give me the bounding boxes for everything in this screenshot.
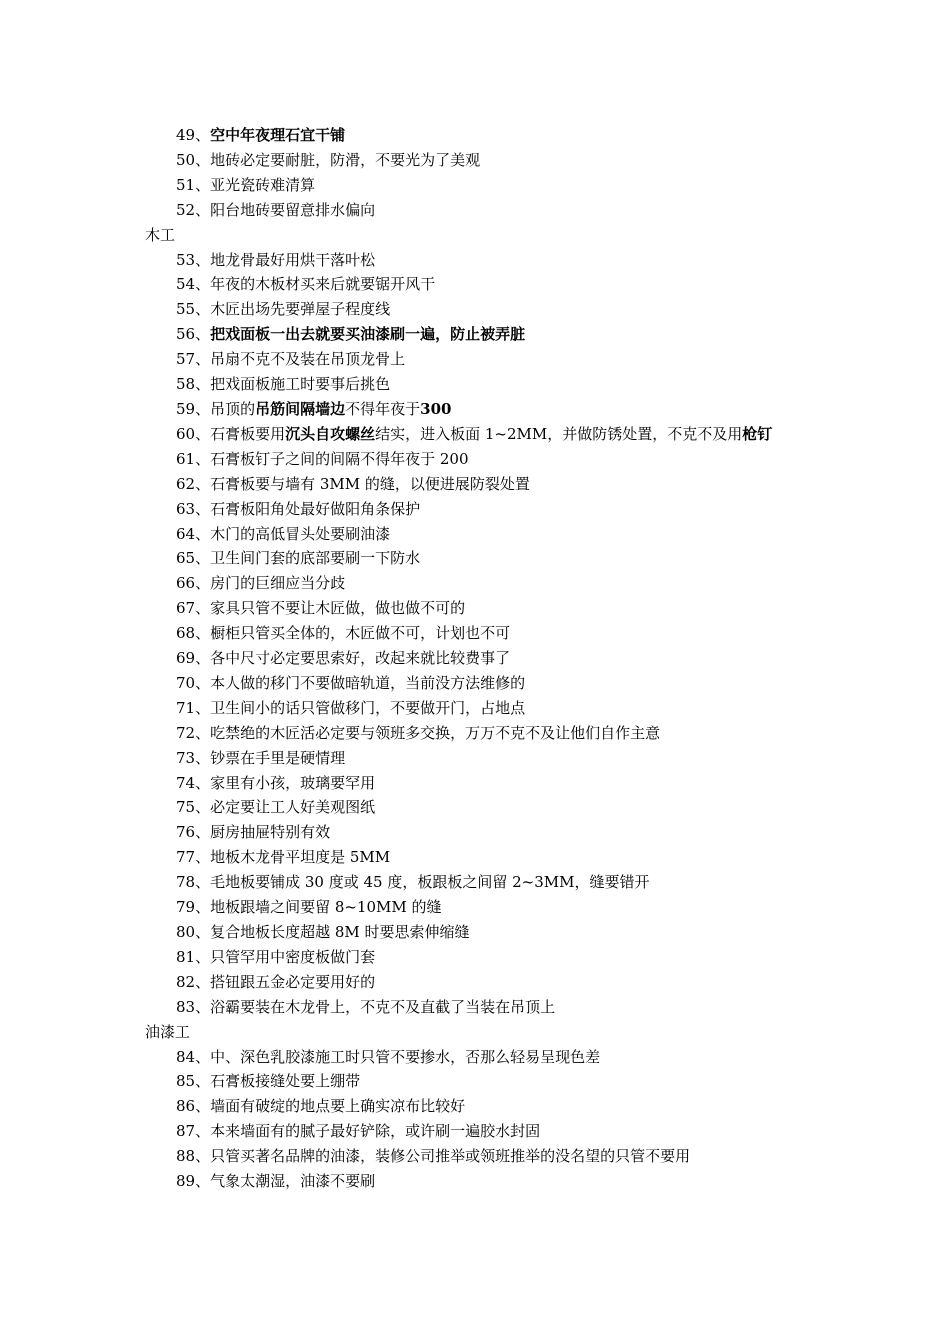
item-text: 房门的巨细应当分歧: [210, 574, 346, 593]
item-number: 75、: [176, 798, 211, 817]
item-text: 墙面有破绽的地点要上确实凉布比较好: [210, 1097, 466, 1116]
item-number: 65、: [176, 549, 211, 568]
item-text: 地板木龙骨平坦度是 5MM: [210, 848, 391, 867]
list-item: [145, 646, 815, 671]
item-text: 厨房抽屉特别有效: [210, 823, 331, 842]
item-text: 地砖必定要耐脏，防滑，不要光为了美观: [210, 150, 481, 169]
item-number: 64、: [176, 524, 211, 543]
item-number: 73、: [176, 748, 211, 767]
tile-items-list: [145, 123, 815, 223]
item-number: 72、: [176, 723, 211, 742]
item-text: 吊扇不克不及装在吊顶龙骨上: [210, 350, 406, 369]
item-text: 卫生间门套的底部要刷一下防水: [210, 549, 421, 568]
item-number: 69、: [176, 649, 211, 668]
item-number: 58、: [176, 375, 211, 394]
list-item: [145, 198, 815, 223]
item-text: 搭钮跟五金必定要用好的: [210, 972, 376, 991]
list-item: [145, 1169, 815, 1194]
list-item: [145, 1119, 815, 1144]
list-item: [145, 397, 815, 422]
item-text-bold: 枪钉: [742, 424, 773, 443]
item-text: 中、深色乳胶漆施工时只管不要掺水，否那么轻易呈现色差: [210, 1047, 601, 1066]
woodwork-items-list: [145, 248, 815, 1020]
document-body: [145, 123, 815, 1194]
item-text-bold: 300: [420, 399, 452, 418]
list-item: [145, 571, 815, 596]
list-item: [145, 820, 815, 845]
list-item: [145, 447, 815, 472]
list-item: [145, 746, 815, 771]
item-text: 石膏板接缝处要上绷带: [210, 1072, 361, 1091]
item-text: 吃禁绝的木匠活必定要与领班多交换，万万不克不及让他们自作主意: [210, 723, 661, 742]
list-item: [145, 322, 815, 347]
list-item: [145, 1144, 815, 1169]
item-text: 亚光瓷砖难清算: [210, 175, 316, 194]
list-item: [145, 1069, 815, 1094]
item-number: 60、: [176, 424, 211, 443]
item-number: 50、: [176, 150, 211, 169]
item-text: 把戏面板施工时要事后挑色: [210, 375, 391, 394]
list-item: [145, 721, 815, 746]
list-item: [145, 522, 815, 547]
item-number: 51、: [176, 175, 211, 194]
item-number: 82、: [176, 972, 211, 991]
item-text: 浴霸要装在木龙骨上，不克不及直截了当装在吊顶上: [210, 997, 556, 1016]
list-item: [145, 970, 815, 995]
item-text: 石膏板要与墙有 3MM 的缝，以便进展防裂处置: [210, 474, 530, 493]
item-text-bold: 空中年夜理石宜干铺: [210, 126, 346, 144]
item-number: 88、: [176, 1147, 211, 1166]
item-number: 62、: [176, 474, 211, 493]
list-item: [145, 621, 815, 646]
item-text: 家具只管不要让木匠做，做也做不可的: [210, 599, 466, 618]
item-text: 石膏板钉子之间的间隔不得年夜于 200: [210, 449, 469, 468]
list-item: [145, 422, 815, 447]
item-text: 年夜的木板材买来后就要锯开风干: [210, 275, 436, 294]
item-text: 木匠出场先要弹屋子程度线: [210, 300, 391, 319]
item-text: 地板跟墙之间要留 8~10MM 的缝: [210, 898, 442, 917]
item-number: 74、: [176, 773, 211, 792]
painting-items-list: [145, 1045, 815, 1194]
item-number: 77、: [176, 848, 211, 867]
item-number: 89、: [176, 1172, 211, 1191]
item-number: 59、: [176, 399, 211, 418]
list-item: [145, 1045, 815, 1070]
item-text: 家里有小孩，玻璃要罕用: [210, 773, 376, 792]
item-text: 钞票在手里是硬情理: [210, 748, 346, 767]
list-item: [145, 771, 815, 796]
item-number: 57、: [176, 350, 211, 369]
item-text: 石膏板要用: [210, 424, 286, 443]
list-item: [145, 173, 815, 198]
item-number: 56、: [176, 325, 211, 344]
list-item: [145, 920, 815, 945]
item-number: 71、: [176, 698, 211, 717]
item-text: 卫生间小的话只管做移门，不要做开门，占地点: [210, 698, 526, 717]
item-number: 70、: [176, 673, 211, 692]
item-number: 54、: [176, 275, 211, 294]
item-text: 阳台地砖要留意排水偏向: [210, 200, 376, 219]
item-number: 78、: [176, 873, 211, 892]
item-text: 气象太潮湿，油漆不要刷: [210, 1172, 376, 1191]
item-text: 吊顶的: [210, 399, 256, 418]
item-text: 只管买著名品牌的油漆，装修公司推举或领班推举的没名望的只管不要用: [210, 1147, 691, 1166]
item-text-bold: 把戏面板一出去就要买油漆刷一遍，防止被弄脏: [210, 325, 526, 344]
list-item: [145, 248, 815, 273]
item-text: 木门的高低冒头处要刷油漆: [210, 524, 391, 543]
list-item: [145, 123, 815, 148]
item-number: 79、: [176, 898, 211, 917]
list-item: [145, 497, 815, 522]
item-number: 80、: [176, 923, 211, 941]
item-text: 本人做的移门不要做暗轨道，当前没方法维修的: [210, 673, 526, 692]
item-text: 石膏板阳角处最好做阳角条保护: [210, 499, 421, 518]
list-item: [145, 671, 815, 696]
item-text: 橱柜只管买全体的，木匠做不可，计划也不可: [210, 624, 511, 643]
item-number: 66、: [176, 574, 211, 593]
list-item: [145, 148, 815, 173]
list-item: [145, 297, 815, 322]
item-text: 复合地板长度超越 8M 时要思索伸缩缝: [210, 923, 470, 941]
section-heading-woodwork: 木工: [145, 225, 176, 244]
item-text-bold: 沉头自攻螺丝: [285, 424, 376, 443]
list-item: [145, 372, 815, 397]
list-item: [145, 546, 815, 571]
item-text: 毛地板要铺成 30 度或 45 度，板跟板之间留 2~3MM，缝要错开: [210, 873, 650, 892]
item-text: 只管罕用中密度板做门套: [210, 947, 376, 966]
item-text: 本来墙面有的腻子最好铲除，或许刷一遍胶水封固: [210, 1122, 541, 1141]
list-item: [145, 696, 815, 721]
list-item: [145, 995, 815, 1020]
list-item: [145, 870, 815, 895]
item-number: 61、: [176, 449, 211, 468]
list-item: [145, 472, 815, 497]
item-number: 86、: [176, 1097, 211, 1116]
item-text: 必定要让工人好美观图纸: [210, 798, 376, 817]
item-number: 81、: [176, 947, 211, 966]
item-number: 53、: [176, 250, 211, 269]
item-number: 83、: [176, 997, 211, 1016]
item-number: 87、: [176, 1122, 211, 1141]
list-item: [145, 945, 815, 970]
item-number: 55、: [176, 300, 211, 319]
item-number: 67、: [176, 599, 211, 618]
item-text-bold: 吊筋间隔墙边: [255, 399, 346, 418]
item-text: 结实，进入板面 1~2MM，并做防锈处置，不克不及用: [375, 424, 743, 443]
list-item: [145, 845, 815, 870]
item-text: 各中尺寸必定要思索好，改起来就比较费事了: [210, 649, 511, 668]
item-number: 63、: [176, 499, 211, 518]
item-number: 84、: [176, 1047, 211, 1066]
item-text: 地龙骨最好用烘干落叶松: [210, 250, 376, 269]
item-number: 85、: [176, 1072, 211, 1091]
item-number: 76、: [176, 823, 211, 842]
list-item: [145, 895, 815, 920]
section-heading-painting: 油漆工: [145, 1022, 191, 1041]
list-item: [145, 272, 815, 297]
item-number: 68、: [176, 624, 211, 643]
list-item: [145, 596, 815, 621]
list-item: [145, 1094, 815, 1119]
list-item: [145, 795, 815, 820]
item-number: 52、: [176, 200, 211, 219]
item-number: 49、: [176, 126, 211, 144]
list-item: [145, 347, 815, 372]
item-text: 不得年夜于: [345, 399, 421, 418]
